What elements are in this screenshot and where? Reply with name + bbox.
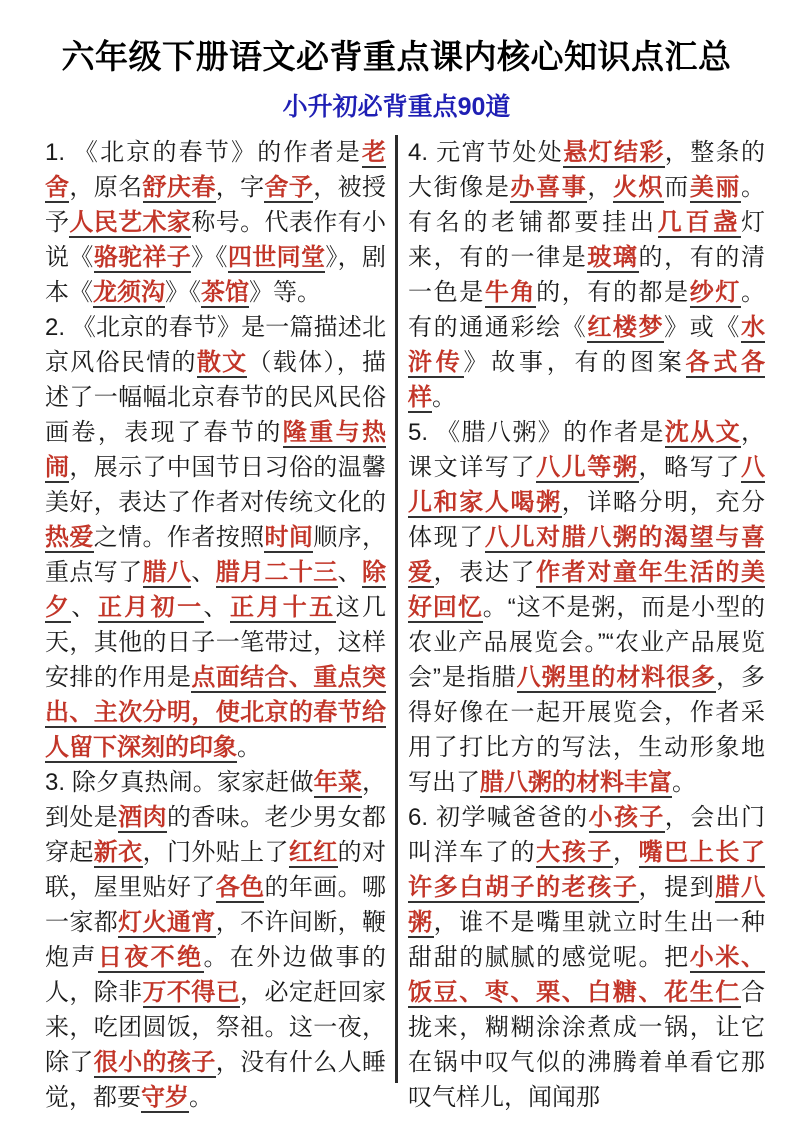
text-run: 称号。代表作有小说《 bbox=[45, 209, 387, 271]
note-item bbox=[408, 800, 765, 1115]
text-run: 3. 除夕真热闹。家家赶做 bbox=[45, 769, 314, 796]
notes-columns bbox=[0, 135, 793, 1115]
text-run: 5. 《腊八粥》的作者是 bbox=[408, 419, 665, 446]
text-run: 、 bbox=[203, 594, 230, 621]
highlighted-term: 舒庆春 bbox=[142, 174, 216, 201]
text-run: ，不许间断，鞭炮声 bbox=[45, 909, 387, 971]
text-run: 》，剧本《 bbox=[45, 244, 387, 306]
highlighted-term: 守岁 bbox=[141, 1084, 189, 1111]
highlighted-term: 人民艺术家 bbox=[69, 209, 192, 236]
text-run: 合拢来，糊糊涂涂煮成一锅，让它在锅中叹气似的沸腾着单看它那叹气样儿，闻闻那 bbox=[408, 979, 765, 1111]
notes-column-right bbox=[408, 135, 765, 1115]
highlighted-term: 几百盏 bbox=[657, 209, 741, 236]
highlighted-term: 热爱 bbox=[45, 524, 94, 551]
highlighted-term: 腊八粥 bbox=[408, 874, 766, 936]
highlighted-term: 时间 bbox=[264, 524, 314, 551]
notes-column-left bbox=[45, 135, 386, 1115]
text-run: 的香味。老少男女都穿起 bbox=[45, 804, 387, 866]
highlighted-term: 八儿对腊八粥的渴望与喜爱 bbox=[408, 524, 766, 586]
text-run: 顺序，重点写了 bbox=[45, 524, 387, 586]
highlighted-term: 日夜不绝 bbox=[97, 944, 204, 971]
highlighted-term: 各色 bbox=[215, 874, 265, 901]
text-run: 的，有的都是 bbox=[536, 279, 690, 306]
highlighted-term: 纱灯 bbox=[689, 279, 742, 306]
text-run: ，详略分明，充分体现了 bbox=[408, 489, 766, 551]
highlighted-term: 舍予 bbox=[264, 174, 314, 201]
text-run: 》故事，有的图案 bbox=[463, 349, 686, 376]
text-run: 4. 元宵节处处 bbox=[408, 139, 564, 166]
highlighted-term: 各式各样 bbox=[408, 349, 765, 411]
highlighted-term: 除夕 bbox=[45, 559, 387, 621]
text-run: ，谁不是嘴里就立时生出一种甜甜的腻腻的感觉呢。把 bbox=[408, 909, 766, 971]
text-run: 》《 bbox=[191, 244, 228, 271]
highlighted-term: 茶馆 bbox=[201, 279, 249, 306]
text-run: 。在外边做事的人，除非 bbox=[45, 944, 387, 1006]
note-item bbox=[408, 135, 765, 415]
text-run: 、 bbox=[71, 594, 98, 621]
highlighted-term: 腊八 bbox=[142, 559, 192, 586]
text-run: ， bbox=[587, 174, 613, 201]
highlighted-term: 美丽 bbox=[689, 174, 742, 201]
text-run: ，课文详写了 bbox=[408, 419, 766, 481]
text-run: 、 bbox=[337, 559, 363, 586]
highlighted-term: 大孩子 bbox=[536, 839, 613, 866]
highlighted-term: 嘴巴上长了许多白胡子的老孩子 bbox=[408, 839, 766, 901]
text-run: ，略写了 bbox=[638, 454, 742, 481]
text-run: 6. 初学喊爸爸的 bbox=[408, 804, 589, 831]
text-run: ，必定赶回家来，吃团圆饭，祭祖。这一夜，除了 bbox=[45, 979, 387, 1076]
highlighted-term: 悬灯结彩 bbox=[563, 139, 665, 166]
highlighted-term: 牛角 bbox=[484, 279, 537, 306]
highlighted-term: 灯火通宵 bbox=[118, 909, 216, 936]
column-divider bbox=[395, 135, 398, 1083]
note-item bbox=[45, 135, 386, 310]
highlighted-term: 八儿等粥 bbox=[536, 454, 639, 481]
highlighted-term: 红红 bbox=[288, 839, 338, 866]
highlighted-term: 八粥里的材料很多 bbox=[516, 664, 717, 691]
page-subtitle: 小升初必背重点90道 bbox=[282, 93, 511, 122]
text-run: ，展示了中国节日习俗的温馨美好，表达了作者对传统文化的 bbox=[45, 454, 387, 516]
text-run: 、 bbox=[191, 559, 216, 586]
highlighted-term: 办喜事 bbox=[510, 174, 588, 201]
highlighted-term: 龙须沟 bbox=[93, 279, 165, 306]
highlighted-term: 万不得已 bbox=[142, 979, 241, 1006]
text-run: （载体），描述了一幅幅北京春节的民风民俗画卷，表现了春节的 bbox=[45, 349, 387, 446]
highlighted-term: 腊八粥的材料丰富 bbox=[480, 769, 672, 796]
text-run: 。 bbox=[189, 1084, 213, 1111]
note-item bbox=[45, 310, 386, 765]
highlighted-term: 八儿和家人喝粥 bbox=[408, 454, 766, 516]
text-run: 而 bbox=[664, 174, 690, 201]
text-run: ，提到 bbox=[638, 874, 716, 901]
text-run: 的年画。哪一家都 bbox=[45, 874, 387, 936]
highlighted-term: 红楼梦 bbox=[587, 314, 665, 341]
text-run: 》《 bbox=[165, 279, 201, 306]
text-run: 这几天，其他的日子一笔带过，这样安排的作用是 bbox=[45, 594, 387, 691]
highlighted-term: 隆重与热闹 bbox=[45, 419, 386, 481]
highlighted-term: 火炽 bbox=[612, 174, 665, 201]
text-run: ，多得好像在一起开展览会，作者采用了打比方的写法，生动形象地写出了 bbox=[408, 664, 766, 796]
highlighted-term: 点面结合、重点突出、主次分明，使北京的春节给人留下深刻的印象 bbox=[45, 664, 387, 761]
highlighted-term: 腊月二十三 bbox=[215, 559, 338, 586]
text-run: ，门外贴上了 bbox=[142, 839, 289, 866]
text-run: 。有名的老铺都要挂出 bbox=[408, 174, 766, 236]
text-run: ，整条的大街像是 bbox=[408, 139, 766, 201]
highlighted-term: 酒肉 bbox=[118, 804, 167, 831]
highlighted-term: 小孩子 bbox=[588, 804, 665, 831]
text-run: 的对联，屋里贴好了 bbox=[45, 839, 387, 901]
highlighted-term: 水浒传 bbox=[408, 314, 766, 376]
text-run: ，没有什么人睡觉，都要 bbox=[45, 1049, 387, 1111]
note-item bbox=[45, 765, 386, 1115]
highlighted-term: 骆驼祥子 bbox=[93, 244, 192, 271]
text-run: ，会出门叫洋车了的 bbox=[408, 804, 766, 866]
text-run: ，被授予 bbox=[45, 174, 387, 236]
text-run: ， bbox=[612, 839, 639, 866]
highlighted-term: 新衣 bbox=[93, 839, 143, 866]
note-item bbox=[408, 415, 765, 800]
text-run: ，到处是 bbox=[45, 769, 386, 831]
highlighted-term: 很小的孩子 bbox=[93, 1049, 216, 1076]
highlighted-term: 正月十五 bbox=[229, 594, 336, 621]
text-run: 。 bbox=[432, 384, 456, 411]
text-run: 灯来，有的一律是 bbox=[408, 209, 765, 271]
highlighted-term: 正月初一 bbox=[97, 594, 204, 621]
text-run: 》等。 bbox=[249, 279, 321, 306]
page-title: 六年级下册语文必背重点课内核心知识点汇总 bbox=[61, 38, 732, 75]
text-run: 。 bbox=[672, 769, 696, 796]
text-run: 。 bbox=[237, 734, 261, 761]
text-run: 2. 《北京的春节》是一篇描述北京风俗民情的 bbox=[45, 314, 386, 376]
highlighted-term: 沈从文 bbox=[664, 419, 742, 446]
text-run: 1. 《北京的春节》的作者是 bbox=[45, 139, 362, 166]
text-run: ，原名 bbox=[69, 174, 143, 201]
text-run: 的，有的清一色是 bbox=[408, 244, 766, 306]
highlighted-term: 年菜 bbox=[313, 769, 362, 796]
highlighted-term: 作者对童年生活的美好回忆 bbox=[408, 559, 766, 621]
highlighted-term: 散文 bbox=[196, 349, 248, 376]
text-run: 之情。作者按照 bbox=[93, 524, 265, 551]
highlighted-term: 四世同堂 bbox=[227, 244, 326, 271]
highlighted-term: 小米、饭豆、枣、栗、白糖、花生仁 bbox=[408, 944, 766, 1006]
text-run: 》或《 bbox=[664, 314, 742, 341]
text-run: 。有的通通彩绘《 bbox=[408, 279, 766, 341]
text-run: ，表达了 bbox=[433, 559, 537, 586]
text-run: ，字 bbox=[215, 174, 265, 201]
highlighted-term: 玻璃 bbox=[587, 244, 639, 271]
highlighted-term: 老舍 bbox=[45, 139, 386, 201]
text-run: 。“这不是粥，而是小型的农业产品展览会。”“农业产品展览会”是指腊 bbox=[408, 594, 766, 691]
